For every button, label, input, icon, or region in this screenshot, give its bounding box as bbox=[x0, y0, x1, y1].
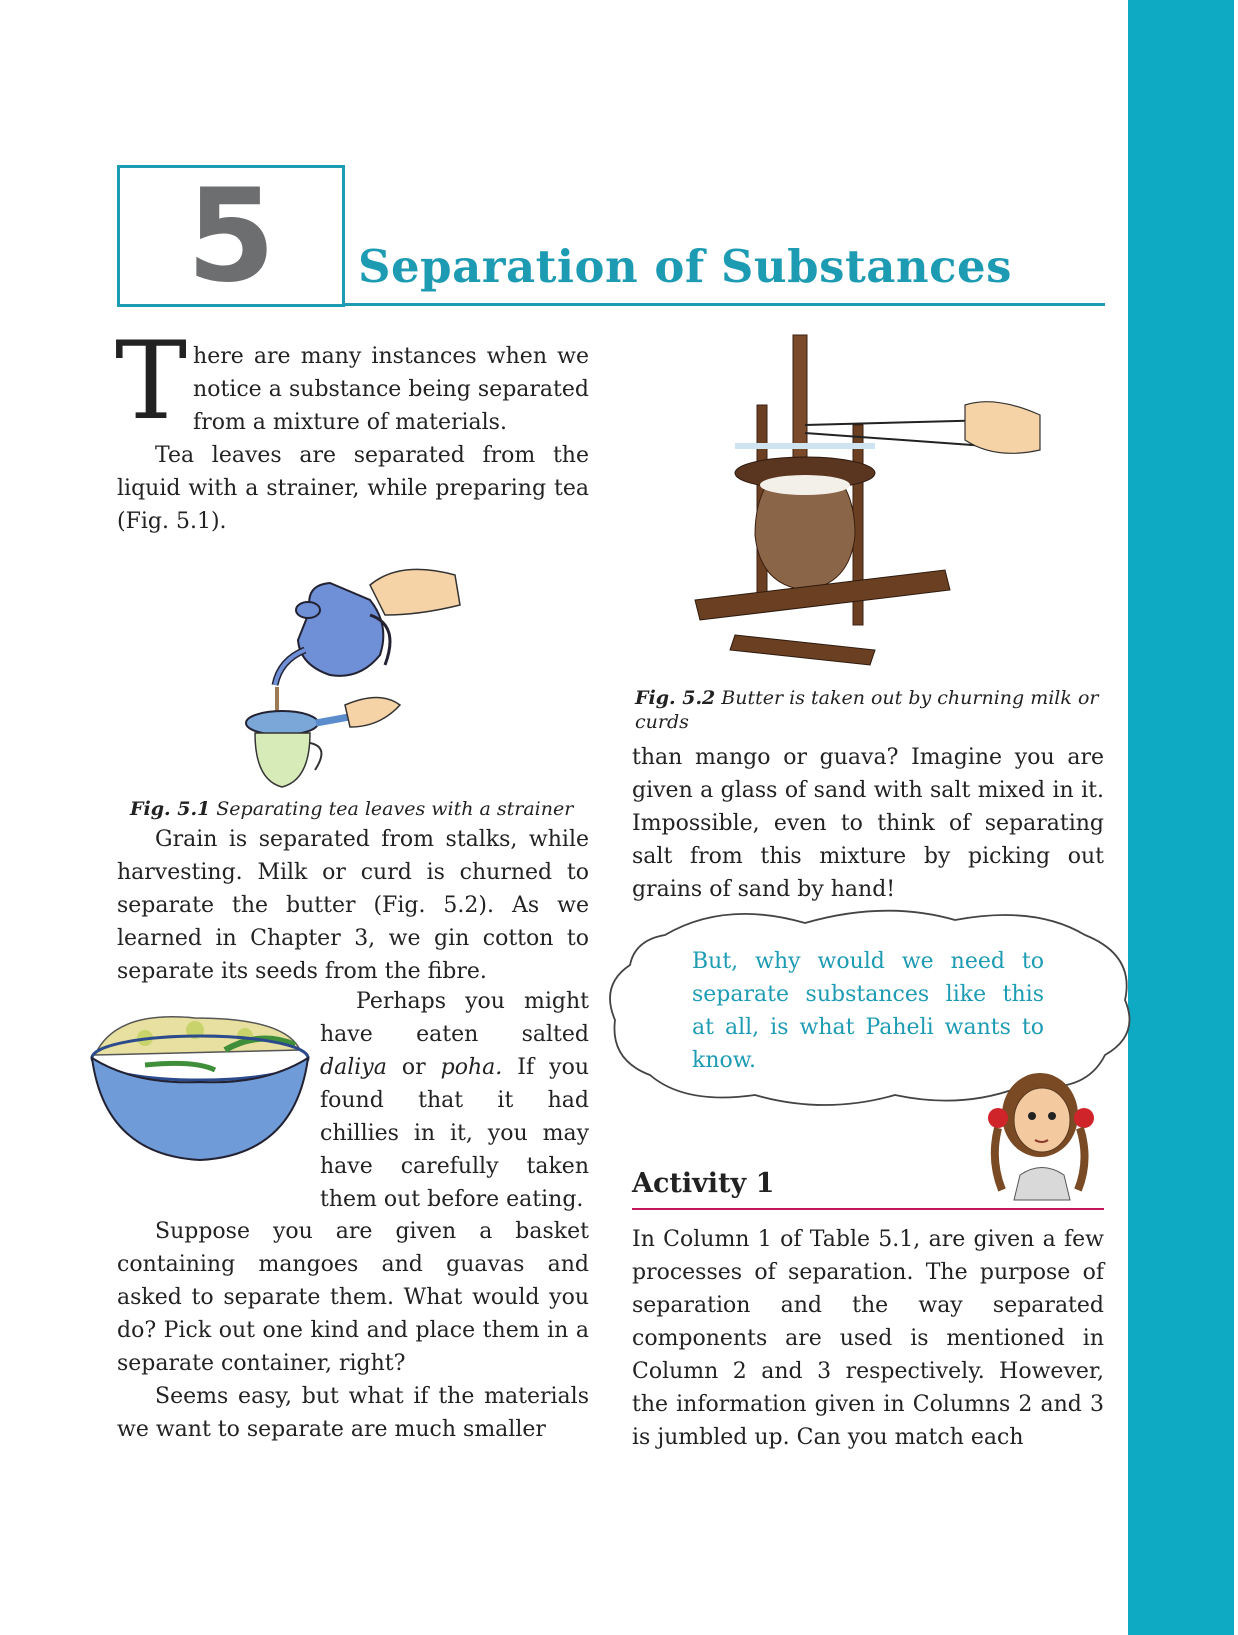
activity-title: Activity 1 bbox=[632, 1168, 775, 1199]
activity-text bbox=[632, 1223, 1104, 1454]
activity-underline bbox=[632, 1208, 1104, 1210]
chapter-number-box bbox=[117, 162, 345, 311]
poha-end: If you found that it had chillies in it, you may have carefully taken them out before eating. bbox=[320, 1055, 589, 1212]
teapot-strainer-illustration bbox=[250, 555, 480, 795]
title-underline bbox=[345, 303, 1105, 306]
fig-5-1-text: Separating tea leaves with a strainer bbox=[216, 798, 574, 820]
fig-5-1-label: Fig. 5.1 bbox=[130, 798, 211, 820]
daliya-word: daliya bbox=[320, 1055, 387, 1080]
activity-paragraph: In Column 1 of Table 5.1, are given a few processes of separation. The purpose of separation and the way separated components are used is mentioned in Column 2 and 3 respectively. However, the information given in Columns 2 and 3 is jumbled up. Can you match each bbox=[632, 1227, 1104, 1450]
poha-text bbox=[320, 985, 589, 1216]
fig-5-2-label: Fig. 5.2 bbox=[635, 687, 716, 709]
continuation-text bbox=[632, 741, 1104, 906]
fig-5-2-caption bbox=[635, 686, 1115, 734]
fig-5-2-text: Butter is taken out by churning milk or curds bbox=[635, 687, 1099, 733]
tea-paragraph: Tea leaves are separated from the liquid with a strainer, while preparing tea (Fig. 5.1). bbox=[117, 443, 589, 534]
butter-churning-illustration bbox=[695, 335, 1055, 675]
poha-bowl-illustration bbox=[85, 1010, 315, 1170]
continuation-paragraph: than mango or guava? Imagine you are given a glass of sand with salt mixed in it. Impossible, even to think of separating salt from this mixture by picking out grains of sand by hand! bbox=[632, 745, 1104, 902]
grain-paragraph: Grain is separated from stalks, while harvesting. Milk or curd is churned to separate the butter (Fig. 5.2). As we learned in Chapter 3, we gin cotton to separate its seeds from the fibre. bbox=[117, 827, 589, 984]
or-word: or bbox=[386, 1055, 441, 1080]
poha-start: Perhaps you might have eaten salted bbox=[320, 989, 589, 1047]
basket-paragraph: Suppose you are given a basket containing mangoes and guavas and asked to separate them. What would you do? Pick out one kind and place them in a separate container, right? bbox=[117, 1219, 589, 1376]
poha-word: poha. bbox=[440, 1055, 503, 1080]
paheli-question: But, why would we need to separate substances like this at all, is what Paheli wants to know. bbox=[692, 949, 1044, 1073]
page-side-bar bbox=[1128, 0, 1238, 1635]
drop-cap: T bbox=[115, 319, 188, 444]
grain-text bbox=[117, 823, 589, 988]
fig-5-1-caption bbox=[130, 797, 600, 821]
intro-text bbox=[115, 319, 589, 538]
basket-text bbox=[117, 1215, 589, 1446]
chapter-title: Separation of Substances bbox=[358, 240, 1012, 293]
intro-first-para: here are many instances when we notice a substance being separated from a mixture of materials. bbox=[193, 344, 589, 435]
seems-paragraph: Seems easy, but what if the materials we want to separate are much smaller bbox=[117, 1384, 589, 1442]
paheli-character bbox=[980, 1060, 1100, 1200]
chapter-number: 5 bbox=[186, 162, 276, 311]
